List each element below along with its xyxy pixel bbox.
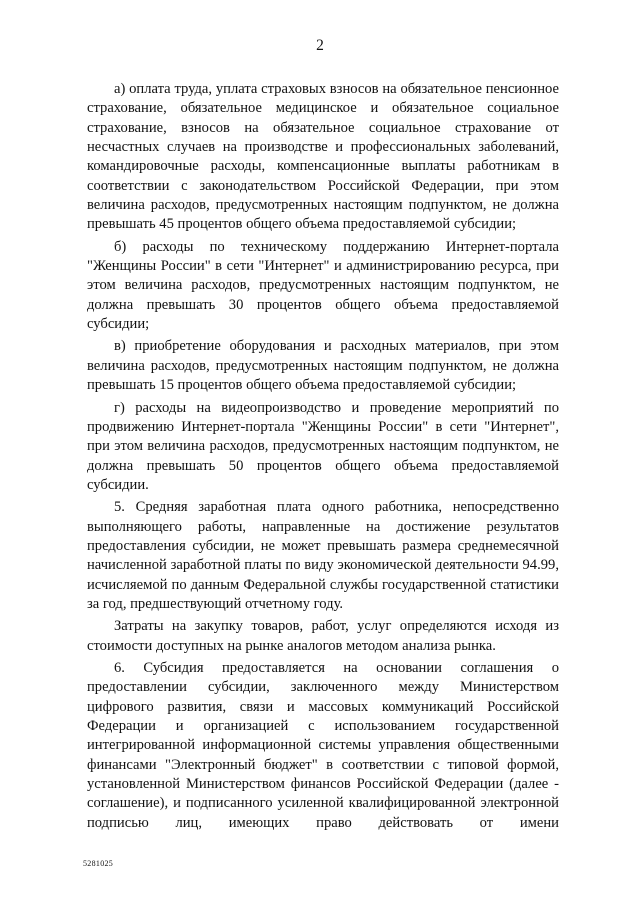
paragraph-subitem-g: г) расходы на видеопроизводство и проведение мероприятий по продвижению Интернет-портала "Женщины России" в сети "Интернет", при этом величина расходов, предусмотренных настоящим подпунктом, не должна превышать 50 процентов общего объема предоставляемой субсидии. <box>87 399 559 493</box>
paragraph-subitem-b: б) расходы по техническому поддержанию Интернет-портала "Женщины России" в сети "Интернет" и администрированию ресурса, при этом величина расходов, предусмотренных настоящим подпунктом, не должна превышать 30 процентов общего объема предоставляемой субсидии; <box>87 238 559 333</box>
paragraph-item-6: 6. Субсидия предоставляется на основании соглашения о предоставлении субсидии, заключенного между Министерством цифрового развития, связи и массовых коммуникаций Российской Федерации и организацией с использованием государственной интегрированной информационной системы управления общественными финансами "Электронный бюджет" в соответствии с типовой формой, установленной Министерством финансов Российской Федерации (далее - соглашение), и подписанного усиленной квалифицированной электронной подписью лиц, имеющих право действовать от имени <box>87 659 559 831</box>
page-number: 2 <box>316 37 324 54</box>
paragraph-subitem-a: а) оплата труда, уплата страховых взносов на обязательное пенсионное страхование, обязательное медицинское и обязательное социальное страхование, взносов на обязательное социальное страхование от несчастных случаев на производстве и профессиональных заболеваний, командировочные расходы, компенсационные выплаты работникам в соответствии с законодательством Российской Федерации, при этом величина расходов, предусмотренных настоящим подпунктом, не должна превышать 45 процентов общего объема предоставляемой субсидии; <box>87 81 559 233</box>
document-code: 5281025 <box>83 859 114 868</box>
paragraph-procurement-costs: Затраты на закупку товаров, работ, услуг определяются исходя из стоимости доступных на рынке аналогов методом анализа рынка. <box>87 618 559 654</box>
paragraph-subitem-v: в) приобретение оборудования и расходных материалов, при этом величина расходов, предусмотренных настоящим подпунктом, не должна превышать 15 процентов общего объема предоставляемой субсидии; <box>87 338 559 394</box>
document-body <box>87 80 559 836</box>
paragraph-item-5: 5. Средняя заработная плата одного работника, непосредственно выполняющего работы, направленные на достижение результатов предоставления субсидии, не может превышать размера среднемесячной начисленной заработной платы по виду экономической деятельности 94.99, исчисляемой по данным Федеральной службы государственной статистики за год, предшествующий отчетному году. <box>87 499 559 612</box>
